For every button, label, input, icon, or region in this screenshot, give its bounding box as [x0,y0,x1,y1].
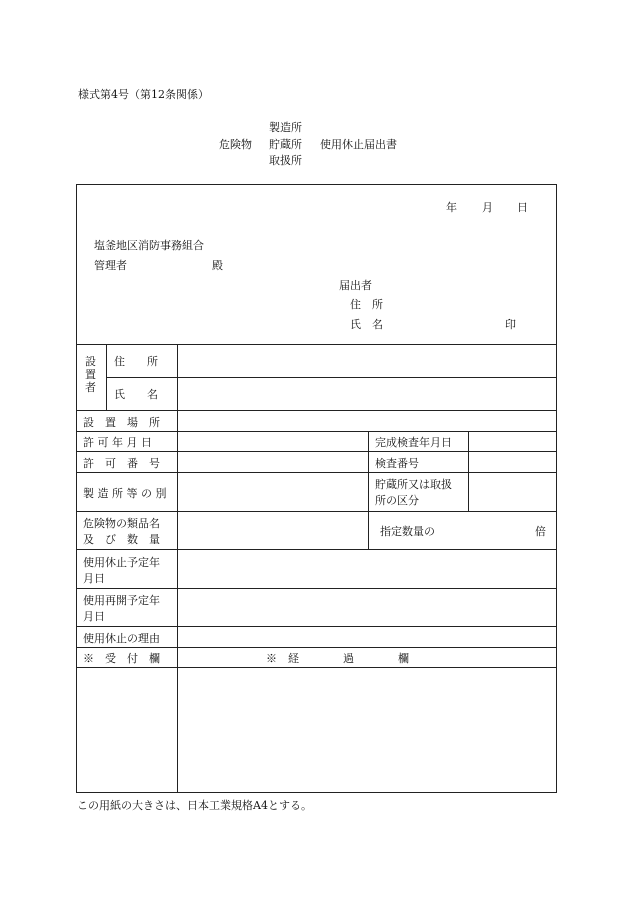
label-inspection-date: 完成検査年月日 [375,436,452,449]
recipient-title: 管理者 [94,259,127,272]
date-day: 日 [517,201,528,214]
label-hazmat-line2: 及 び 数 量 [83,533,160,546]
label-facility-type: 製 造 所 等 の 別 [83,487,167,500]
date-month: 月 [482,201,493,214]
label-suspend-date-line2: 月日 [83,572,105,585]
installer-address-label: 住 所 [114,355,158,368]
installer-group-label: 設 置 者 [85,355,96,394]
title-suffix: 使用休止届出書 [320,138,397,151]
form-number: 様式第4号（第12条関係） [78,88,209,101]
label-resume-date-line2: 月日 [83,610,105,623]
notifier-name-label: 氏 名 [350,318,383,331]
label-permit-number: 許 可 番 号 [83,457,160,470]
recipient-org: 塩釜地区消防事務組合 [94,239,204,252]
label-installation-location: 設 置 場 所 [83,416,160,429]
title-type-handling: 取扱所 [269,154,302,167]
label-progress-column: ※ 経 過 欄 [266,652,409,665]
form-table [76,184,557,793]
label-resume-date-line1: 使用再開予定年 [83,594,160,607]
label-permit-date: 許 可 年 月 日 [83,436,152,449]
installer-name-label: 氏 名 [114,388,158,401]
title-type-storage: 貯蔵所 [269,137,302,151]
label-storage-class-line2: 所の区分 [375,494,419,507]
label-hazmat-line1: 危険物の類品名 [83,517,160,530]
title-facility-types [269,120,302,170]
notifier-label: 届出者 [339,279,372,292]
label-times: 倍 [535,525,546,538]
label-suspend-date-line1: 使用休止予定年 [83,556,160,569]
footer-note: この用紙の大きさは、日本工業規格A4とする。 [77,799,312,812]
notifier-address-label: 住 所 [350,298,383,311]
date-year: 年 [446,201,457,214]
title-prefix: 危険物 [219,138,252,151]
label-inspection-number: 検査番号 [375,457,419,470]
label-suspension-reason: 使用休止の理由 [83,632,160,645]
seal-mark: 印 [505,318,516,331]
recipient-honorific: 殿 [212,259,223,272]
label-reception-column: ※ 受 付 欄 [83,652,160,665]
label-designated-quantity: 指定数量の [380,525,435,538]
label-storage-class-line1: 貯蔵所又は取扱 [375,478,452,491]
title-type-manufacturing: 製造所 [269,121,302,134]
